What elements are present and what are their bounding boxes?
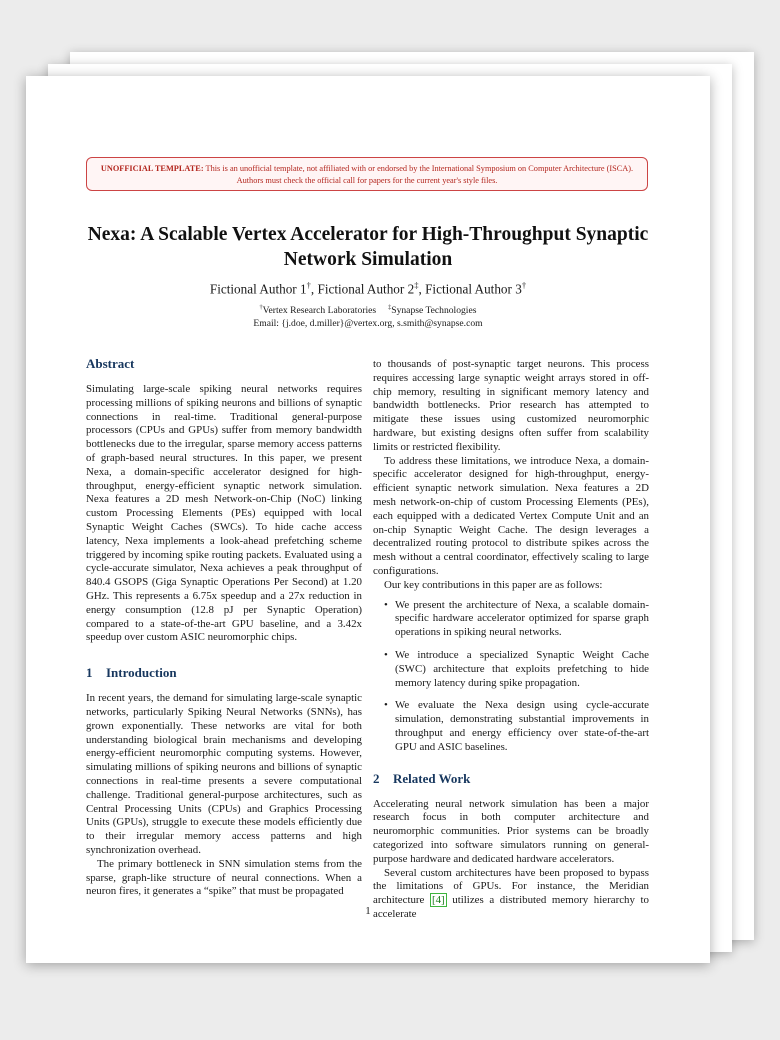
author-3-mark: † (521, 280, 527, 290)
intro-paragraph-2-cont: to thousands of post-synaptic target neurons. This process requires accessing large synaptic weight arrays stored in off-chip memory, resulting in significant memory latency and bandwidth bottlenecks. Prior research has attempted to mitigate these issues using customized neuromorphic hardware, but existing designs often suffer from scalability limits or restricted flexibility. (373, 358, 649, 453)
section-number: 1 (86, 665, 93, 681)
banner-label: UNOFFICIAL TEMPLATE: (100, 164, 204, 173)
related-paragraph-2: Several custom architectures have been proposed to bypass the limitations of GPUs. For instance, the Meridian architecture [4] utilizes a distributed memory hierarchy to accelerate (373, 866, 649, 920)
section-title: Introduction (106, 665, 177, 681)
affiliation-1-mark: † (259, 304, 263, 311)
list-item: • We evaluate the Nexa design using cycle-accurate simulation, demonstrating substantial improvements in throughput and energy efficiency over state-of-the-art GPU and ASIC baselines. (384, 699, 649, 753)
intro-paragraph-1: In recent years, the demand for simulating large-scale synaptic networks, particularly Spiking Neural Networks (SNNs), has grown exponentially. These networks are vital for both understanding biological brain mechanisms and developing energy-efficient neuromorphic computing systems. However, simulating millions of spiking neurons and billions of synaptic connections in real-time presents a severe computational challenge. Traditional general-purpose architectures, such as Central Processing Units (CPUs) and Graphics Processing Units (GPUs), struggle to execute these models efficiently due to their irregular memory access patterns and high synchronization overhead. (86, 692, 362, 856)
left-column (86, 356, 362, 899)
paper-page (26, 76, 710, 963)
right-column (373, 358, 649, 922)
affiliation-2: Synapse Technologies (391, 305, 477, 317)
introduction-heading (86, 665, 362, 681)
author-3-name: Fictional Author 3 (425, 281, 522, 297)
affiliation-2-mark: ‡ (388, 304, 392, 311)
abstract-text: Simulating large-scale spiking neural networks requires processing millions of spiking neurons and billions of synaptic connections in real-time. Traditional general-purpose processors (CPUs and GPUs) suffer from memory bandwidth bottlenecks due to the irregular, sparse memory access patterns of graph-based neural structures. In this paper, we present Nexa, a domain-specific accelerator designed for high-throughput, energy-efficient synaptic network simulation. Nexa features a 2D mesh Network-on-Chip (NoC) linking custom Processing Elements (PEs) equipped with local Synaptic Weight Caches (SWCs). To hide cache access latency, Nexa implements a look-ahead prefetching scheme triggered by incoming spike routing packets. Evaluated using a cycle-accurate simulator, Nexa achieves a peak throughput of 840.4 GSOPS (Giga Synaptic Operations Per Second) at 1.20 GHz. This represents a 6.75x speedup and a 27x reduction in energy consumption (12.8 pJ per Synaptic Operation) compared to a state-of-the-art GPU baseline, and a 3.42x speedup over custom ASIC neuromorphic chips. (86, 383, 362, 644)
author-2-name: Fictional Author 2 (317, 281, 415, 297)
contribution-list (373, 599, 649, 755)
paper-title: Nexa: A Scalable Vertex Accelerator for High-Throughput Synaptic Network Simulation (87, 224, 649, 270)
author-1-mark: † (306, 280, 311, 290)
affiliation-line (56, 301, 680, 317)
page-number: 1 (365, 905, 371, 917)
banner-text: This is an unofficial template, not affiliated with or endorsed by the International Symposium on Computer Architecture (ISCA). Authors must check the official call for papers for the current year's style files. (205, 164, 634, 185)
affiliation-1: Vertex Research Laboratories (262, 305, 377, 317)
intro-paragraph-4: Our key contributions in this paper are as follows: (384, 578, 603, 591)
section-title: Related Work (393, 770, 471, 786)
citation-link[interactable]: [4] (431, 894, 445, 907)
email-line: Email: {j.doe, d.miller}@vertex.org, s.smith@synapse.com (253, 318, 483, 330)
list-item: • We present the architecture of Nexa, a scalable domain-specific hardware accelerator optimized for sparse graph operations in spiking neural networks. (384, 598, 649, 639)
list-item: • We introduce a specialized Synaptic Weight Cache (SWC) architecture that exploits prefetching to hide memory latency during spike propagation. (384, 648, 649, 689)
abstract-heading: Abstract (86, 356, 135, 371)
author-1-name: Fictional Author 1 (209, 281, 307, 297)
related-paragraph-1: Accelerating neural network simulation has been a major research focus in both computer architecture and neuromorphic communities. Prior systems can be broadly categorized into software simulators running on general-purpose hardware and dedicated hardware accelerators. (373, 797, 649, 865)
author-list: Fictional Author 1†, Fictional Author 2‡, Fictional Author 3† (209, 280, 527, 297)
unofficial-template-banner (86, 157, 648, 191)
intro-paragraph-3: To address these limitations, we introduce Nexa, a domain-specific accelerator designed for high-throughput, energy-efficient synaptic network simulation. Nexa features a 2D mesh network-on-chip of custom Processing Elements (PEs), each equipped with a dedicated Vertex Compute Unit and an on-chip Synaptic Weight Cache. The design leverages a decentralized routing protocol to distribute spikes across the mesh without a central coordinator, effectively scaling to large configurations. (373, 454, 649, 577)
intro-paragraph-2: The primary bottleneck in SNN simulation stems from the sparse, graph-like structure of neural connections. When a neuron fires, it generates a “spike” that must be propagated (86, 857, 362, 898)
related-work-heading (373, 771, 649, 787)
section-number: 2 (373, 770, 380, 786)
author-2-mark: ‡ (414, 280, 419, 290)
affiliations (56, 301, 680, 330)
